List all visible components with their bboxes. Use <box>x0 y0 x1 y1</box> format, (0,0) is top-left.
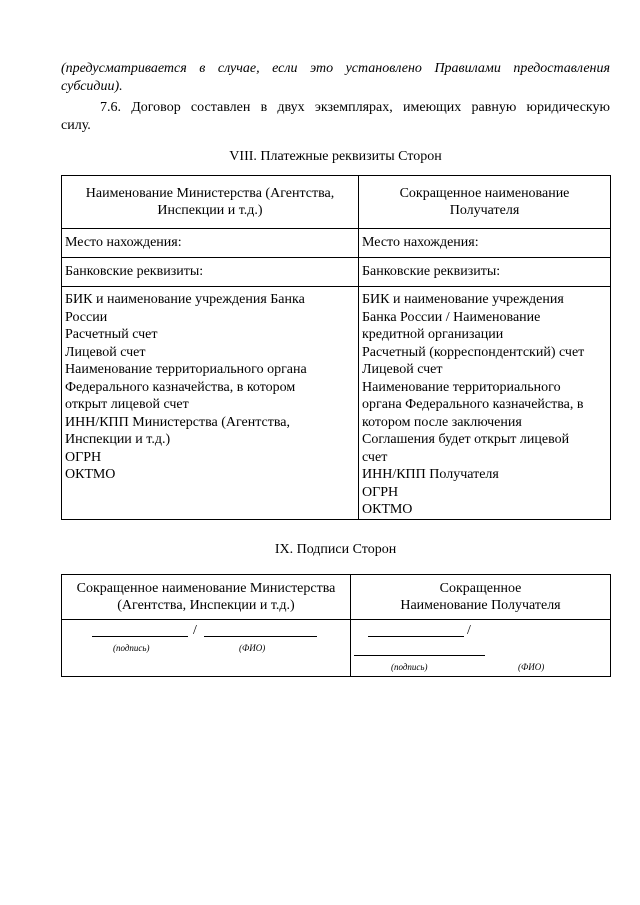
header-ministry-line2: Инспекции и т.д.) <box>157 203 263 218</box>
table-header-row <box>62 176 611 229</box>
header-recipient <box>359 176 611 229</box>
details-left-line: России <box>65 309 108 325</box>
sig-header-ministry <box>62 575 351 620</box>
signatures-table <box>61 574 611 677</box>
bank-right: Банковские реквизиты: <box>359 258 611 287</box>
details-left-line: ИНН/КПП Министерства (Агентства, <box>65 414 291 430</box>
header-recipient-line1: Сокращенное наименование <box>399 185 570 201</box>
slash-separator: / <box>467 623 471 638</box>
paragraph-note <box>61 60 610 96</box>
slash-separator: / <box>193 623 197 638</box>
bank-left: Банковские реквизиты: <box>62 258 359 287</box>
details-right-line: Наименование территориального <box>362 379 561 395</box>
sig-header-recipient-line2: Наименование Получателя <box>400 598 561 613</box>
paragraph-7-6-line1: 7.6. Договор составлен в двух экземплярах, имеющих равную юридическую <box>100 100 610 115</box>
sig-header-ministry-line2: (Агентства, Инспекции и т.д.) <box>117 598 295 613</box>
sig-header-recipient-line1: Сокращенное <box>439 580 522 596</box>
signature-line <box>368 636 464 637</box>
details-right-line: БИК и наименование учреждения <box>362 292 564 307</box>
paragraph-note-line1: (предусматривается в случае, если это установлено Правилами предоставления <box>61 61 610 76</box>
name-line <box>204 636 317 637</box>
details-left-line: ОКТМО <box>65 467 116 482</box>
details-left-line: Лицевой счет <box>65 344 146 360</box>
details-left-line: Федерального казначейства, в котором <box>65 379 296 395</box>
details-right-line: ОКТМО <box>362 502 413 517</box>
caption-fio: (ФИО) <box>518 662 545 672</box>
details-left-line: Расчетный счет <box>65 327 158 342</box>
header-ministry-line1: Наименование Министерства (Агентства, <box>85 185 335 201</box>
paragraph-note-line2: субсидии). <box>61 79 123 94</box>
signature-line <box>92 636 188 637</box>
details-left-line: открыт лицевой счет <box>65 397 189 412</box>
details-right-line: Расчетный (корреспондентский) счет <box>362 344 585 360</box>
sig-header-ministry-line1: Сокращенное наименование Министерства <box>76 580 336 596</box>
signature-right <box>351 620 611 677</box>
details-left <box>62 287 359 520</box>
caption-signature: (подпись) <box>391 662 428 672</box>
table-row <box>62 620 611 677</box>
header-recipient-line2: Получателя <box>449 203 520 218</box>
details-right-line: Лицевой счет <box>362 362 443 377</box>
section-8-title: VIII. Платежные реквизиты Сторон <box>229 149 442 164</box>
details-right-line: органа Федерального казначейства, в <box>362 397 584 412</box>
table-row <box>62 229 611 258</box>
details-left-line: БИК и наименование учреждения Банка <box>65 292 305 307</box>
table-row <box>62 258 611 287</box>
details-right-line: ОГРН <box>362 484 399 500</box>
details-right-line: котором после заключения <box>362 414 522 430</box>
signature-left <box>62 620 351 677</box>
caption-signature: (подпись) <box>113 643 150 653</box>
payment-details-table <box>61 175 611 520</box>
details-right-line: счет <box>362 449 388 465</box>
table-row <box>62 287 611 520</box>
details-right-line: ИНН/КПП Получателя <box>362 467 499 482</box>
details-right-line: Соглашения будет открыт лицевой <box>362 432 570 447</box>
table-header-row <box>62 575 611 620</box>
details-left-line: ОГРН <box>65 449 102 465</box>
details-right-line: кредитной организации <box>362 327 504 342</box>
details-left-line: Наименование территориального органа <box>65 362 307 377</box>
location-right: Место нахождения: <box>359 229 611 258</box>
section-9-title: IX. Подписи Сторон <box>274 542 397 557</box>
caption-fio: (ФИО) <box>239 643 266 653</box>
details-right-line: Банка России / Наименование <box>362 309 541 325</box>
paragraph-7-6 <box>61 99 610 135</box>
sig-header-recipient <box>351 575 611 620</box>
name-line <box>354 655 485 656</box>
paragraph-7-6-line2: силу. <box>61 118 91 133</box>
details-left-line: Инспекции и т.д.) <box>65 432 171 447</box>
header-ministry <box>62 176 359 229</box>
details-right <box>359 287 611 520</box>
location-left: Место нахождения: <box>62 229 359 258</box>
